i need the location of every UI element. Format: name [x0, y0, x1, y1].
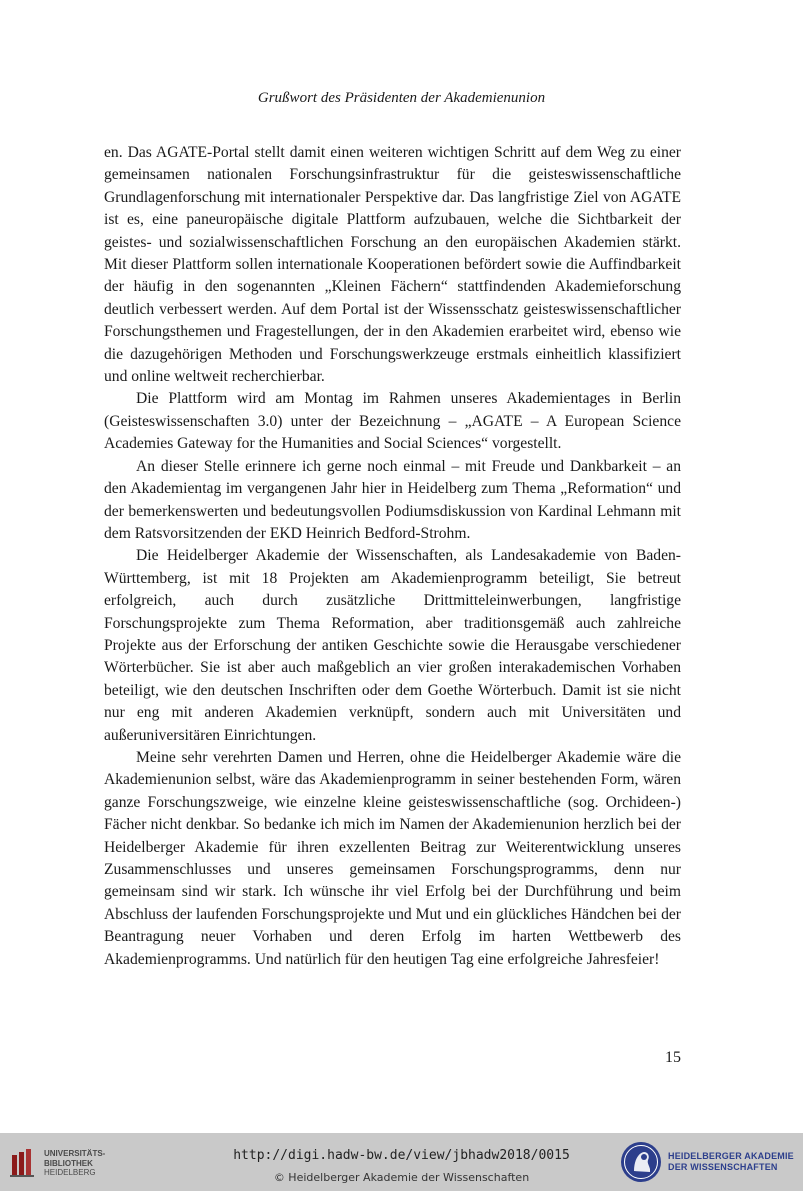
copyright-notice: © Heidelberger Akademie der Wissenschaften: [273, 1171, 530, 1184]
academy-logo[interactable]: [620, 1141, 800, 1183]
page-number: 15: [665, 1049, 681, 1066]
academy-seal-icon: [620, 1141, 662, 1183]
permalink-url[interactable]: http://digi.hadw-bw.de/view/jbhadw2018/0015: [233, 1148, 570, 1163]
ub-logo-line: UNIVERSITÄTS-: [44, 1149, 106, 1158]
body-text: [104, 142, 681, 971]
paragraph: en. Das AGATE-Portal stellt damit einen weiteren wichtigen Schritt auf dem Weg zu einer gemeinsamen nationalen Forschungsinfrastruktur für die geisteswissenschaftliche Grundlagenforschung mit internationaler Perspektive dar. Das langfristige Ziel von AGATE ist es, eine paneuropäische digitale Plattform aufzubauen, welche die Sichtbarkeit der geistes- und sozialwissenschaftlichen Forschung an den europäischen Akademien stärkt. Mit dieser Plattform sollen internationale Kooperationen befördert sowie die Auffindbarkeit der häufig in den sogenannten „Kleinen Fächern“ stattfindenden Akademieforschung deutlich verbessert werden. Auf dem Portal ist der Wissensschatz geisteswissenschaftlicher Forschungsthemen und Fragestellungen, der in den Akademien erarbeitet wird, ebenso wie die dazugehörigen Methoden und Forschungswerkzeuge erstmals einheitlich klassifiziert und online weltweit recherchierbar.: [104, 144, 681, 386]
ub-logo-line: HEIDELBERG: [44, 1168, 96, 1177]
paragraph: Meine sehr verehrten Damen und Herren, ohne die Heidelberger Akademie wäre die Akademienunion selbst, wäre das Akademienprogramm in seiner bestehenden Form, wären ganze Forschungszweige, wie einzelne kleine geisteswissenschaftliche (sog. Orchideen-) Fächer nicht denkbar. So bedanke ich mich im Namen der Akademienunion herzlich bei der Heidelberger Akademie für ihren exzellenten Beitrag zur Weiterentwicklung unseres Zusammenschlusses und unseres gemeinsamen Forschungsprogramms, denn nur gemeinsam sind wir stark. Ich wünsche ihr viel Erfolg bei der Durchführung und beim Abschluss der laufenden Forschungsprojekte und Mut und ein glückliches Händchen bei der Beantragung neuer Vorhaben und deren Erfolg im harten Wettbewerb des Akademienprogramms. Und natürlich für den heutigen Tag eine erfolgreiche Jahresfeier!: [104, 748, 681, 968]
paragraph: An dieser Stelle erinnere ich gerne noch einmal – mit Freude und Dankbarkeit – an den Akademientag im vergangenen Jahr hier in Heidelberg zum Thema „Reformation“ und der bemerkenswerten und bedeutungsvollen Podiumsdiskussion von Kardinal Lehmann mit dem Ratsvorsitzenden der EKD Heinrich Bedford-Strohm.: [104, 457, 681, 542]
academy-logo-line: HEIDELBERGER AKADEMIE: [668, 1151, 794, 1161]
viewer-footer: [0, 1133, 803, 1191]
running-head: Grußwort des Präsidenten der Akademienunion: [257, 90, 546, 106]
ub-logo-line: BIBLIOTHEK: [44, 1158, 93, 1168]
paragraph: Die Plattform wird am Montag im Rahmen unseres Akademientages in Berlin (Geisteswissenschaften 3.0) unter der Bezeichnung – „AGATE – A European Science Academies Gateway for the Humanities and Social Sciences“ vorgestellt.: [104, 390, 681, 453]
paragraph: Die Heidelberger Akademie der Wissenschaften, als Landesakademie von Baden-Württemberg, ist mit 18 Projekten am Akademienprogramm beteiligt, Sie betreut erfolgreich, auch durch zusätzliche Drittmitteleinwerbungen, langfristige Forschungsprojekte zum Thema Reformation, aber traditionsgemäß auch zahlreiche Projekte aus der Erforschung der antiken Geschichte sowie die Herausgabe verschiedener Wörterbücher. Sie ist aber auch maßgeblich an vier großen interakademischen Vorhaben beteiligt, wie den deutschen Inschriften oder dem Goethe Wörterbuch. Damit ist sie nicht nur eng mit anderen Akademien verknüpft, sondern auch mit Universitäten und außeruniversitären Einrichtungen.: [104, 547, 681, 744]
academy-logo-line: DER WISSENSCHAFTEN: [668, 1162, 778, 1172]
